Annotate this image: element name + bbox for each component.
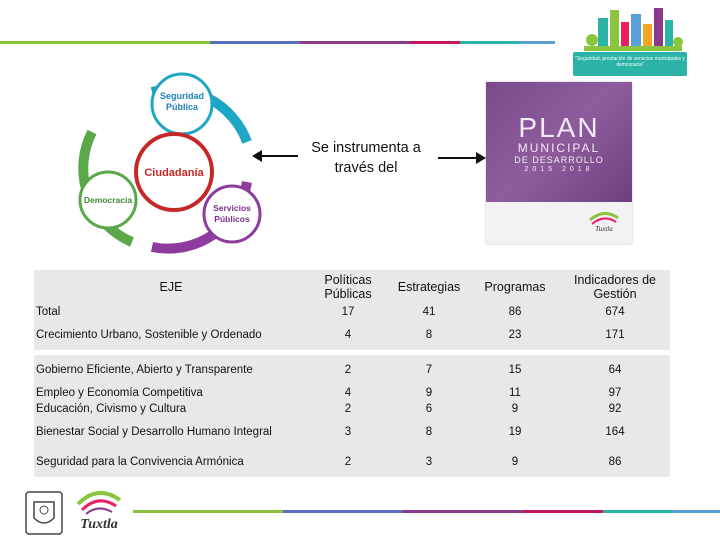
plan-municipal-cover <box>486 82 632 244</box>
row-estrategias: 6 <box>425 403 433 415</box>
svg-text:Públicos: Públicos <box>214 214 250 224</box>
table-row <box>34 385 670 417</box>
instrument-text-line2: través del <box>334 160 398 176</box>
row-eje: Gobierno Eficiente, Abierto y Transparente <box>36 364 253 376</box>
seguridad-label: Seguridad <box>159 91 205 101</box>
tuxtla-cover-logo-icon <box>586 208 622 232</box>
table-row <box>34 320 670 350</box>
row-politicas-double <box>308 385 388 417</box>
table-row <box>34 417 670 447</box>
row-eje: Educación, Civismo y Cultura <box>36 403 187 415</box>
row-indicadores: 97 <box>608 387 622 399</box>
total-programas: 86 <box>508 306 522 318</box>
plan-title-line3: DE DESARROLLO <box>514 155 604 165</box>
axes-diagram <box>72 72 272 262</box>
municipal-shield-logo <box>24 488 64 536</box>
row-programas: 15 <box>508 364 522 376</box>
bottom-divider-line <box>133 510 720 513</box>
row-eje-double <box>34 385 308 417</box>
row-politicas: 4 <box>344 387 352 399</box>
servicios-label: Servicios <box>213 203 251 213</box>
row-programas-double <box>470 385 560 417</box>
row-indicadores: 64 <box>608 364 622 376</box>
slogan-banner: "Seguridad, prestación de servicios municipales y democracia" <box>573 52 687 76</box>
total-estrategias: 41 <box>422 306 436 318</box>
row-programas: 9 <box>511 456 519 468</box>
tuxtla-logo-text: Tuxtla <box>80 517 118 532</box>
row-programas: 11 <box>509 387 521 399</box>
right-arrow-icon <box>438 148 486 168</box>
row-indicadores: 92 <box>608 403 622 415</box>
row-estrategias: 8 <box>425 329 433 341</box>
row-programas: 23 <box>508 329 522 341</box>
header-programas: Programas <box>484 280 546 294</box>
left-arrow-icon <box>252 146 300 166</box>
total-row <box>34 304 670 320</box>
tuxtla-logo <box>70 486 128 536</box>
instrument-text <box>296 138 436 178</box>
instrument-text-line1: Se instrumenta a <box>311 140 421 156</box>
header-politicas: Políticas Públicas <box>324 273 372 301</box>
header-indicadores: Indicadores de Gestión <box>573 273 656 301</box>
row-indicadores-double <box>560 385 670 417</box>
plan-title-line1: PLAN <box>518 112 600 143</box>
row-estrategias: 7 <box>425 364 433 376</box>
row-eje: Crecimiento Urbano, Sostenible y Ordenado <box>36 329 262 341</box>
row-eje: Seguridad para la Convivencia Armónica <box>36 456 244 468</box>
top-divider-line <box>0 41 555 44</box>
plan-title-years: 2015 2018 <box>524 166 594 173</box>
row-indicadores: 171 <box>605 329 625 341</box>
row-indicadores: 164 <box>605 426 625 438</box>
row-politicas: 2 <box>344 403 352 415</box>
row-politicas: 4 <box>344 329 352 341</box>
svg-text:Tuxtla: Tuxtla <box>595 225 613 232</box>
programs-table <box>34 270 670 477</box>
plan-title-line2: MUNICIPAL <box>517 141 601 155</box>
table-row <box>34 447 670 477</box>
ciudadania-label: Ciudadanía <box>144 167 204 179</box>
total-label: Total <box>36 306 61 318</box>
table-header-row <box>34 270 670 304</box>
row-programas: 9 <box>511 403 519 415</box>
table-row <box>34 355 670 385</box>
row-estrategias-double <box>388 385 470 417</box>
row-estrategias: 8 <box>425 426 433 438</box>
row-politicas: 3 <box>344 426 352 438</box>
svg-text:Pública: Pública <box>165 102 199 112</box>
row-indicadores: 86 <box>608 456 622 468</box>
row-politicas: 2 <box>344 364 352 376</box>
row-estrategias: 3 <box>425 456 433 468</box>
row-programas: 19 <box>508 426 522 438</box>
total-indicadores: 674 <box>605 306 625 318</box>
header-eje: EJE <box>159 280 183 294</box>
row-eje: Bienestar Social y Desarrollo Humano Integral <box>36 426 272 438</box>
total-politicas: 17 <box>341 306 355 318</box>
row-politicas: 2 <box>344 456 352 468</box>
header-estrategias: Estrategias <box>397 280 461 294</box>
row-estrategias: 9 <box>425 387 433 399</box>
row-eje: Empleo y Economía Competitiva <box>36 387 203 399</box>
democracia-label: Democracia <box>83 195 133 205</box>
